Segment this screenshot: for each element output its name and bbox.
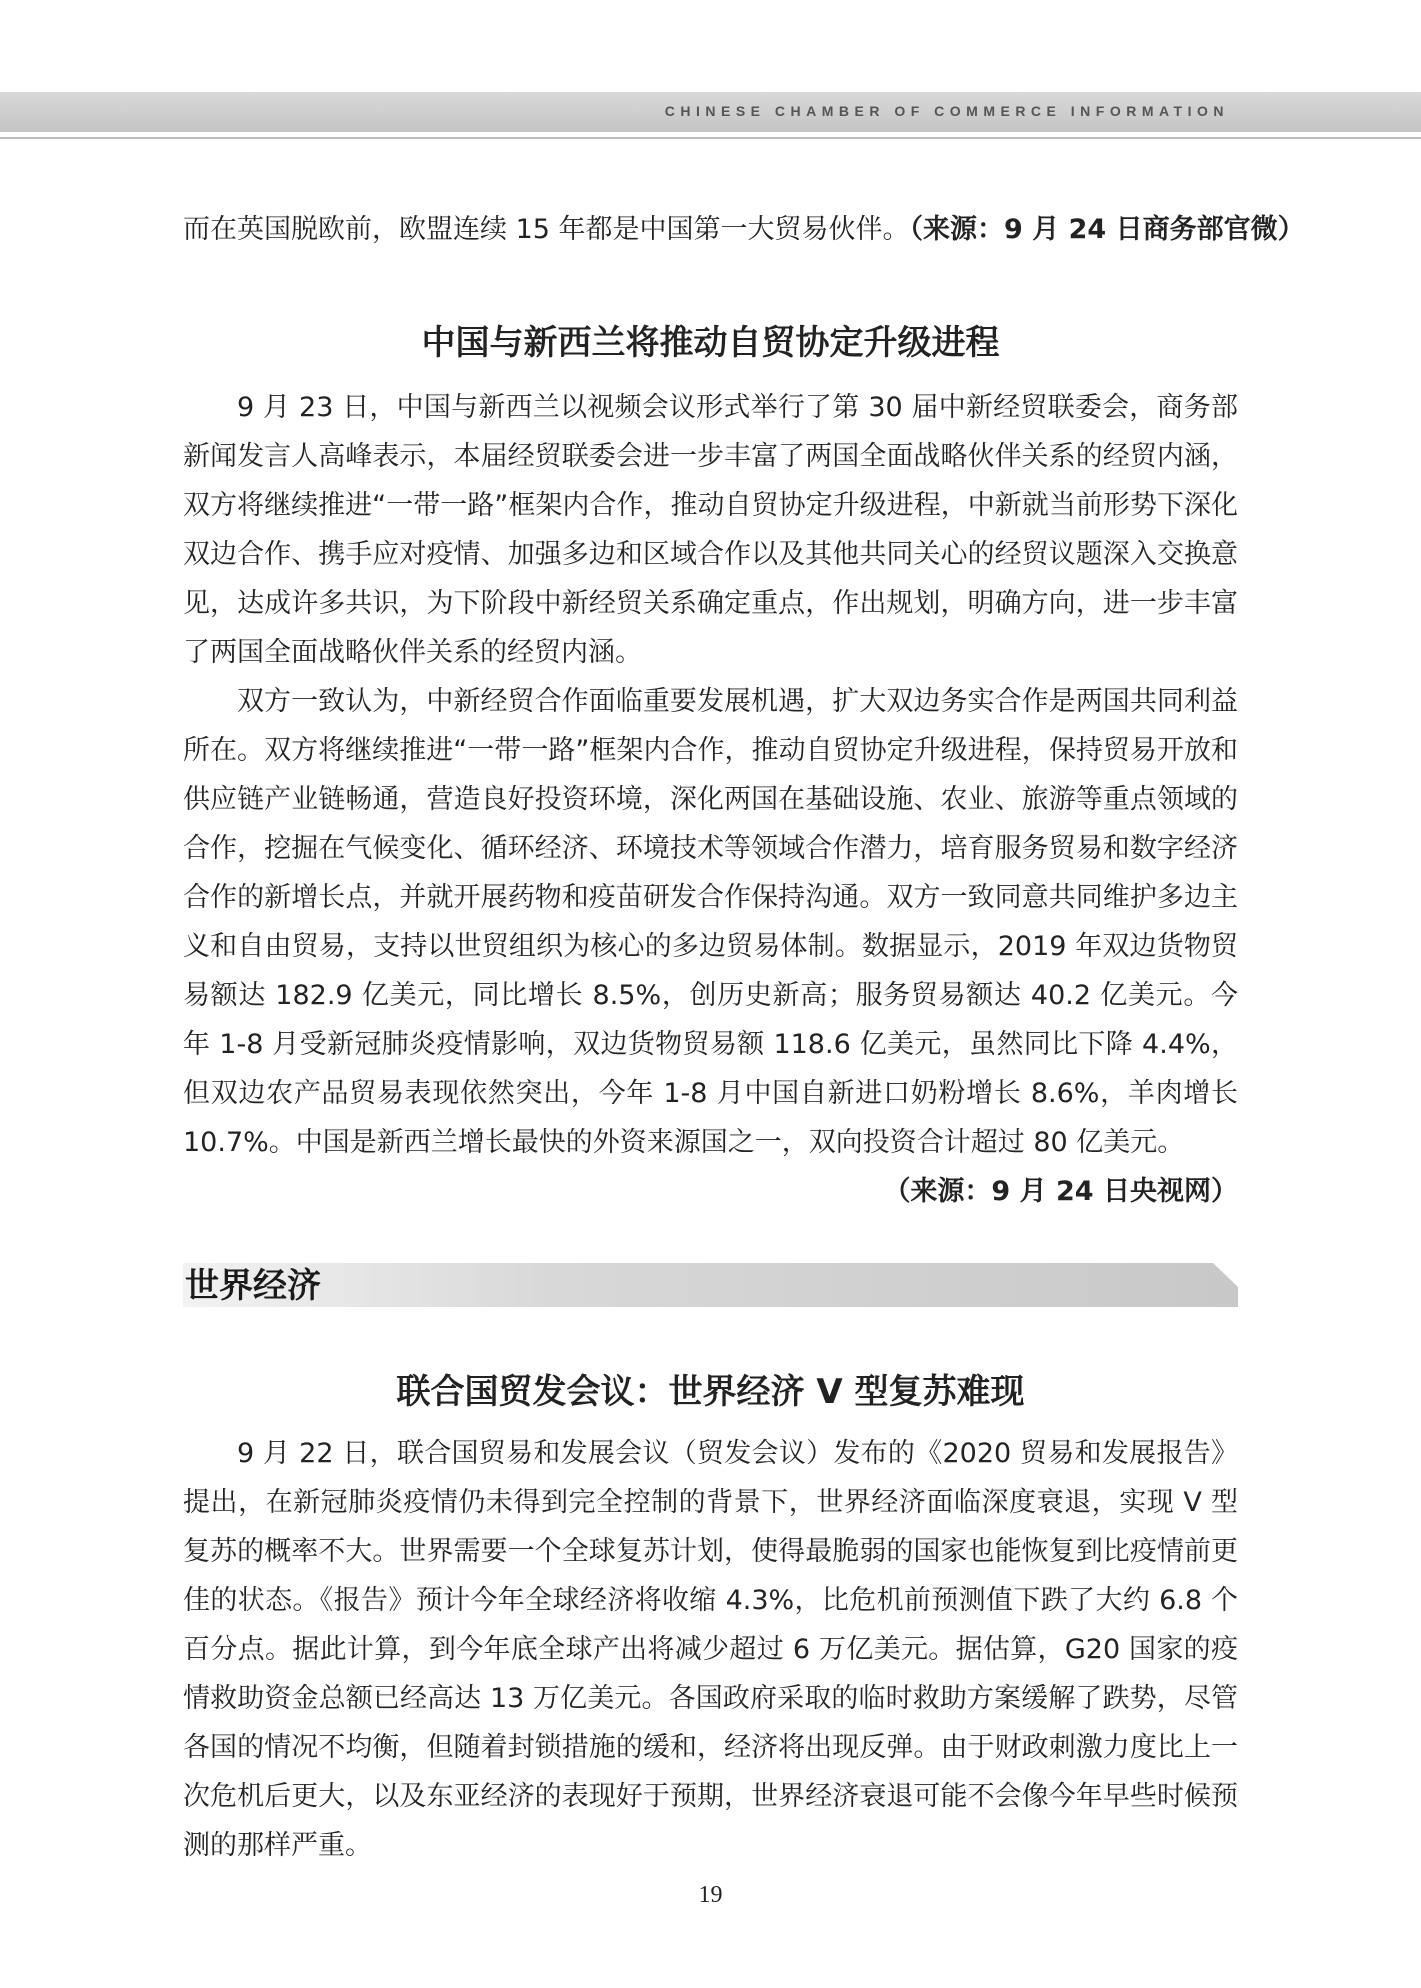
article-paragraph [183,677,1238,1207]
article-paragraph: 9 月 23 日，中国与新西兰以视频会议形式举行了第 30 届中新经贸联委会，商务部新闻发言人高峰表示，本届经贸联委会进一步丰富了两国全面战略伙伴关系的经贸内涵，双方将继续推进“一带一路”框架内合作，推动自贸协定升级进程，中新就当前形势下深化双边合作、携手应对疫情、加强多边和区域合作以及其他共同关心的经贸议题深入交换意见，达成许多共识，为下阶段中新经贸关系确定重点，作出规划，明确方向，进一步丰富了两国全面战略伙伴关系的经贸内涵。 [183,392,1238,668]
section-header-bg [183,1263,1238,1307]
section-header [183,1263,1238,1307]
article-source: （来源：9 月 24 日央视网） [883,1176,1238,1207]
article-paragraph: 9 月 22 日，联合国贸易和发展会议（贸发会议）发布的《2020 贸易和发展报告》提出，在新冠肺炎疫情仍未得到完全控制的背景下，世界经济面临深度衰退，实现 V 型复苏的概率不大。世界需要一个全球复苏计划，使得最脆弱的国家也能恢复到比疫情前更佳的状态。《报告》预计今年全球经济将收缩 4.3%，比危机前预测值下跌了大约 6.8 个百分点。据此计算，到今年底全球产出将减少超过 6 万亿美元。据估算，G20 国家的疫情救助资金总额已经高达 13 万亿美元。各国政府采取的临时救助方案缓解了跌势，尽管各国的情况不均衡，但随着封锁措施的缓和，经济将出现反弹。由于财政刺激力度比上一次危机后更大，以及东亚经济的表现好于预期，世界经济衰退可能不会像今年早些时候预测的那样严重。 [183,1438,1238,1861]
article-title: 联合国贸发会议：世界经济 V 型复苏难现 [396,1372,1025,1412]
header-rule [0,137,1421,139]
running-title: CHINESE CHAMBER OF COMMERCE INFORMATION [664,103,1229,119]
prev-article-tail [183,205,1305,254]
page-number: 19 [698,1882,723,1908]
page-content [183,205,1305,1216]
prev-article-source: （来源：9 月 24 日商务部官微） [909,214,1305,245]
prev-article-tail-text: 而在英国脱欧前，欧盟连续 15 年都是中国第一大贸易伙伴。 [183,214,910,245]
article-paragraph-text: 双方一致认为，中新经贸合作面临重要发展机遇，扩大双边务实合作是两国共同利益所在。双方将继续推进“一带一路”框架内合作，推动自贸协定升级进程，保持贸易开放和供应链产业链畅通，营造良好投资环境，深化两国在基础设施、农业、旅游等重点领域的合作，挖掘在气候变化、循环经济、环境技术等领域合作潜力，培育服务贸易和数字经济合作的新增长点，并就开展药物和疫苗研发合作保持沟通。双方一致同意共同维护多边主义和自由贸易，支持以世贸组织为核心的多边贸易体制。数据显示，2019 年双边货物贸易额达 182.9 亿美元，同比增长 8.5%，创历史新高；服务贸易额达 40.2 亿美元。今年 1-8 月受新冠肺炎疫情影响，双边货物贸易额 118.6 亿美元，虽然同比下降 4.4%，但双边农产品贸易表现依然突出，今年 1-8 月中国自新进口奶粉增长 8.6%，羊肉增长 10.7%。中国是新西兰增长最快的外资来源国之一，双向投资合计超过 80 亿美元。 [183,686,1238,1158]
article-title: 中国与新西兰将推动自贸协定升级进程 [421,323,1000,363]
section-label: 世界经济 [185,1266,321,1306]
page-content-lower [183,1364,1238,1870]
